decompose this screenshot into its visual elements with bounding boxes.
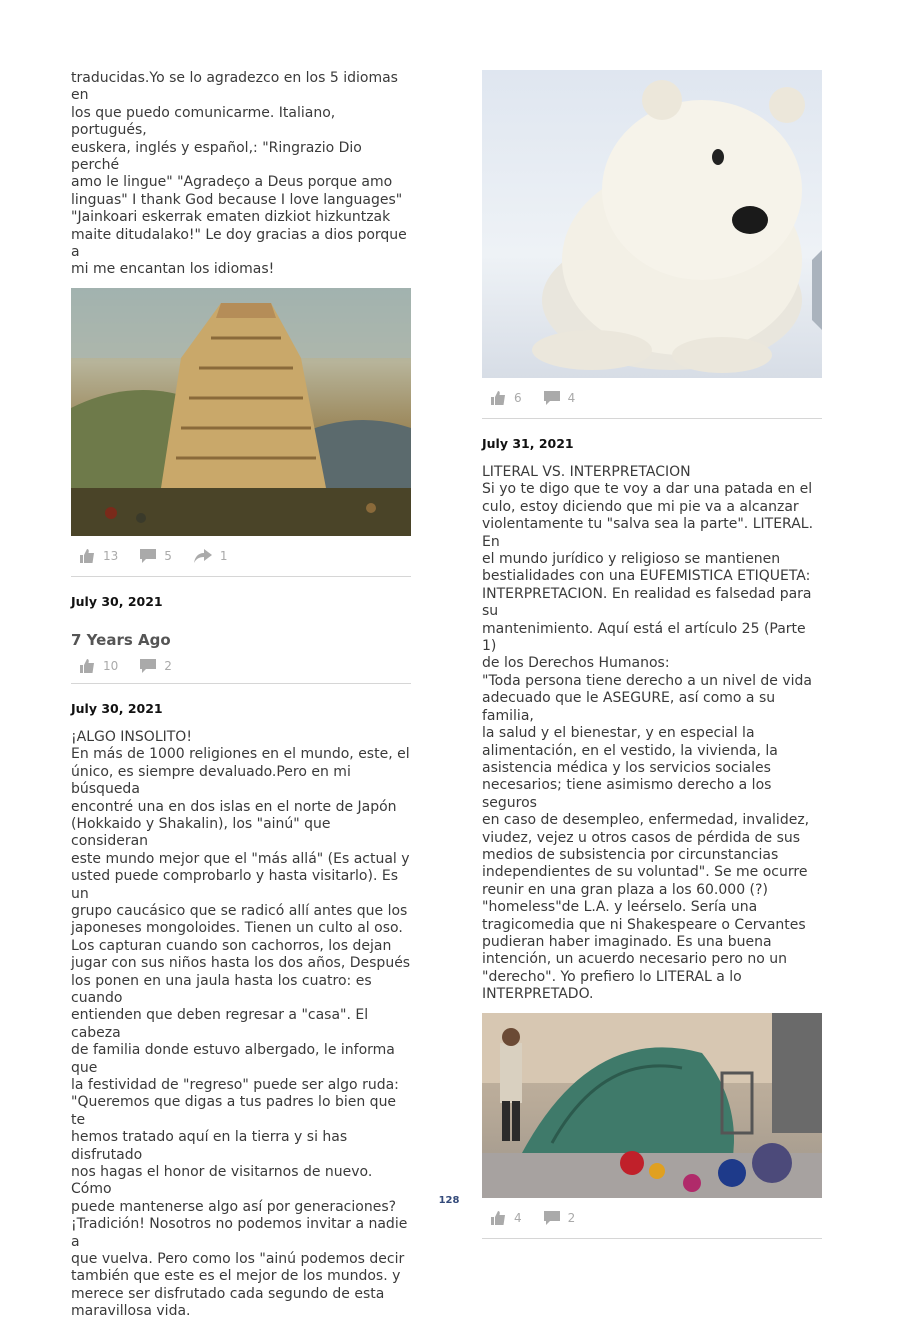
thumbs-up-icon (79, 549, 95, 563)
right-column (482, 70, 822, 1239)
post-date: July 30, 2021 (71, 700, 163, 716)
post-text-ainu: ¡ALGO INSOLITO! En más de 1000 religiones en el mundo, este, el único, es siempre devaluado.Pero en mi búsqueda encontré una en dos islas en el norte de Japón (Hokkaido y Shakalin), los "ainú" que consideran este mundo mejor que el "más allá" (Es actual y usted puede comprobarlo y hasta visitarlo). Es un grupo caucásico que se radicó allí antes que los japoneses mongoloides. Tienen un culto al oso. Los capturan cuando son cachorros, los dejan jugar con sus niños hasta los dos años, Después los ponen en una jaula hasta los cuatro: es cuando entienden que deben regresar a "casa". El cabeza de familia donde estuvo albergado, le informa que la festividad de "regreso" puede ser algo ruda: "Queremos que digas a tus padres lo bien que te hemos tratado aquí en la tierra y si has disfrutado nos hagas el honor de visitarnos de nuevo. Cómo puede mantenerse algo así por generaciones? ¡Tradición! Nosotros no podemos invitar a nadie a que vuelva. Pero como los "ainú podemos decir también que este es el mejor de los mundos. y merece ser disfrutado cada segundo de esta maravillosa vida. (71, 728, 411, 1320)
comment-count: 5 (164, 548, 172, 563)
share-icon (194, 549, 212, 563)
share-stat[interactable] (194, 549, 228, 563)
like-stat[interactable] (79, 549, 118, 563)
comment-icon (140, 659, 156, 673)
like-stat[interactable] (490, 1211, 522, 1225)
comment-count: 2 (164, 658, 172, 673)
comment-icon (544, 1211, 560, 1225)
homeless-tent-image[interactable] (482, 1013, 822, 1198)
post-stats-polar-bear (482, 378, 822, 419)
like-count: 6 (514, 391, 522, 405)
left-column (71, 70, 411, 1321)
post-text-literal: LITERAL VS. INTERPRETACION Si yo te digo que te voy a dar una patada en el culo, estoy diciendo que mi pie va a alcanzar violentamente tu "salva sea la parte". LITERAL. En el mundo jurídico y religioso se mantienen bestialidades con una EUFEMISTICA ETIQUETA: INTERPRETACION. En realidad es falsedad para su mantenimiento. Aquí está el artículo 25 (Parte 1) de los Derechos Humanos: "Toda persona tiene derecho a un nivel de vida adecuado que le ASEGURE, así como a su familia, la salud y el bienestar, y en especial la alimentación, en el vestido, la vivienda, la asistencia médica y los servicios sociales necesarios; tiene asimismo derecho a los seguros en caso de desempleo, enfermedad, invalidez, viudez, vejez u otros casos de pérdida de sus medios de subsistencia por circunstancias independientes de su voluntad". Se me ocurre reunir en una gran plaza a los 60.000 (?) "homeless"de L.A. y leérselo. Sería una tragicomedia que ni Shakespeare o Cervantes pudieran haber imaginado. Es una buena intención, un acuerdo necesario pero no un "derecho". Yo prefiero lo LITERAL a lo INTERPRETADO. (482, 464, 814, 1003)
like-count: 4 (514, 1210, 522, 1225)
post-text-intro: traducidas.Yo se lo agradezco en los 5 idiomas en los que puedo comunicarme. Italiano, portugués, euskera, inglés y español,: "Ringrazio Dio perché amo le lingue" "Agradeço a Deus porque amo linguas" I thank God because I love languages" "Jainkoari eskerrak ematen dizkiot hizkuntzak maite ditudalako!" Le doy gracias a dios porque a mi me encantan los idiomas! (71, 70, 407, 278)
polar-bear-cub-image[interactable] (482, 70, 822, 378)
share-count: 1 (219, 548, 228, 563)
comment-stat[interactable] (140, 659, 172, 673)
post-title: 7 Years Ago (71, 630, 171, 649)
tower-of-babel-image[interactable] (71, 288, 411, 536)
post-date: July 30, 2021 (71, 593, 163, 609)
like-stat[interactable] (490, 391, 522, 405)
page-number: 128 (438, 1195, 460, 1206)
thumbs-up-icon (79, 659, 95, 673)
post-stats-7-years (71, 649, 411, 684)
post-date: July 31, 2021 (482, 436, 574, 451)
thumbs-up-icon (490, 391, 506, 405)
comment-count: 2 (567, 1210, 576, 1225)
like-count: 10 (103, 658, 119, 673)
comment-stat[interactable] (140, 549, 172, 563)
comment-stat[interactable] (544, 391, 576, 405)
comment-icon (544, 391, 560, 405)
comment-count: 4 (567, 391, 576, 405)
comment-icon (140, 549, 156, 563)
comment-stat[interactable] (544, 1211, 576, 1225)
like-stat[interactable] (79, 659, 118, 673)
thumbs-up-icon (490, 1211, 506, 1225)
like-count: 13 (103, 548, 119, 563)
post-stats-babel (71, 536, 411, 577)
